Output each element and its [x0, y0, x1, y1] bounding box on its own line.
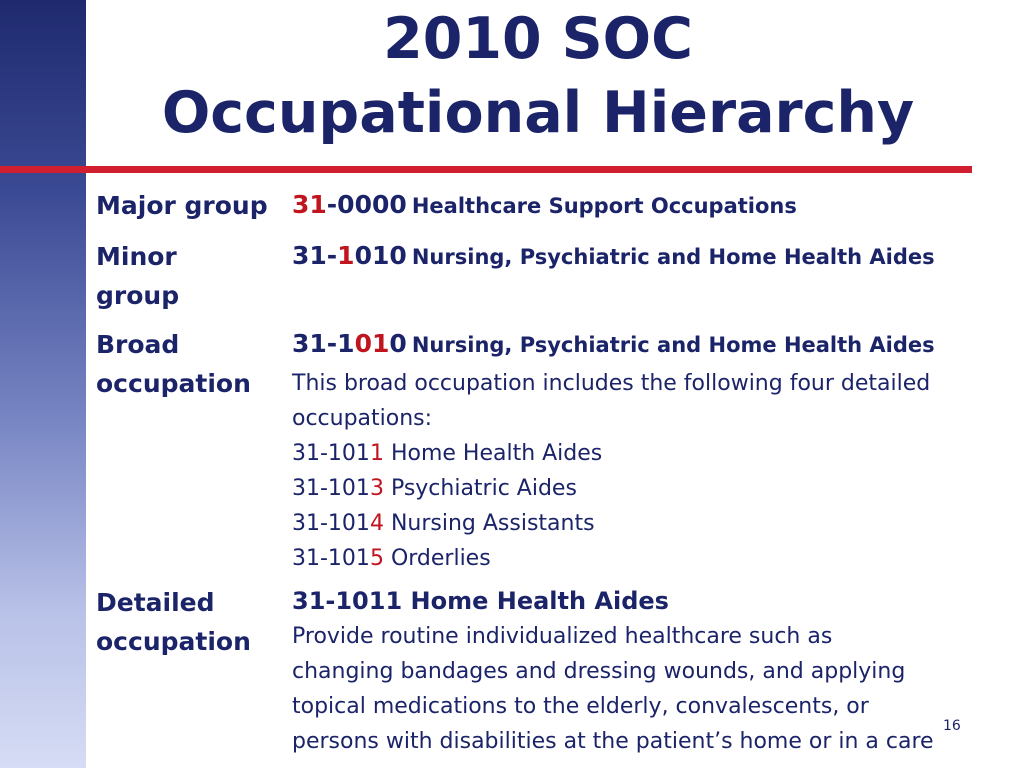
major-group-label	[96, 186, 276, 225]
detailed-description-line-1: Provide routine individualized healthcare such as	[292, 624, 833, 649]
major-group-label-text: Major group	[96, 191, 268, 220]
broad-heading	[292, 325, 1012, 366]
broad-occupation-title: Nursing, Psychiatric and Home Health Aides	[411, 333, 935, 357]
detailed-heading: 31-1011 Home Health Aides	[292, 587, 669, 615]
broad-label-line-1: Broad	[96, 330, 180, 359]
item-code-digit: 4	[369, 511, 384, 536]
page-number: 16	[943, 718, 961, 734]
minor-group-label	[96, 237, 276, 315]
minor-group-title: Nursing, Psychiatric and Home Health Aides	[411, 245, 935, 269]
list-item	[292, 436, 1012, 471]
list-item	[292, 506, 1012, 541]
detailed-label-line-1: Detailed	[96, 588, 215, 617]
item-code-digit: 5	[369, 546, 384, 571]
detailed-description-line-2: changing bandages and dressing wounds, and applying	[292, 659, 906, 684]
major-code-red: 31	[292, 190, 327, 219]
detailed-occupation-content	[292, 583, 1012, 759]
item-code-prefix: 31-101	[292, 511, 370, 536]
item-code-prefix: 31-101	[292, 441, 370, 466]
detailed-label-line-2: occupation	[96, 627, 251, 656]
broad-occupation-content	[292, 325, 1012, 576]
item-name: Nursing Assistants	[390, 511, 595, 536]
item-name: Orderlies	[390, 546, 491, 571]
detailed-description-line-4: persons with disabilities at the patient’s home or in a care	[292, 729, 934, 754]
title-divider	[0, 166, 972, 173]
item-code-digit: 3	[369, 476, 384, 501]
sidebar-gradient-band	[0, 0, 86, 768]
broad-code-red: 01	[354, 329, 390, 358]
major-code-rest: -0000	[326, 190, 407, 219]
list-item	[292, 471, 1012, 506]
list-item	[292, 541, 1012, 576]
slide-title	[86, 2, 990, 150]
minor-group-content	[292, 237, 1012, 278]
minor-code-pre: 31-	[292, 241, 338, 270]
minor-label-line-2: group	[96, 281, 180, 310]
item-code-prefix: 31-101	[292, 546, 370, 571]
broad-code-pre: 31-1	[292, 329, 355, 358]
minor-label-line-1: Minor	[96, 242, 177, 271]
minor-code-red: 1	[337, 241, 355, 270]
item-name: Home Health Aides	[390, 441, 603, 466]
item-code-digit: 1	[369, 441, 384, 466]
broad-description-line-2: occupations:	[292, 406, 433, 431]
item-name: Psychiatric Aides	[390, 476, 577, 501]
major-group-title: Healthcare Support Occupations	[411, 194, 797, 218]
detailed-description-line-3: topical medications to the elderly, convalescents, or	[292, 694, 869, 719]
item-code-prefix: 31-101	[292, 476, 370, 501]
detailed-occupation-label	[96, 583, 276, 661]
broad-code-post: 0	[389, 329, 407, 358]
title-line-2: Occupational Hierarchy	[161, 80, 915, 146]
title-line-1: 2010 SOC	[383, 6, 693, 72]
major-group-content	[292, 186, 1012, 227]
broad-label-line-2: occupation	[96, 369, 251, 398]
broad-description-line-1: This broad occupation includes the following four detailed	[292, 371, 931, 396]
minor-code-post: 010	[354, 241, 407, 270]
broad-occupation-label	[96, 325, 276, 403]
